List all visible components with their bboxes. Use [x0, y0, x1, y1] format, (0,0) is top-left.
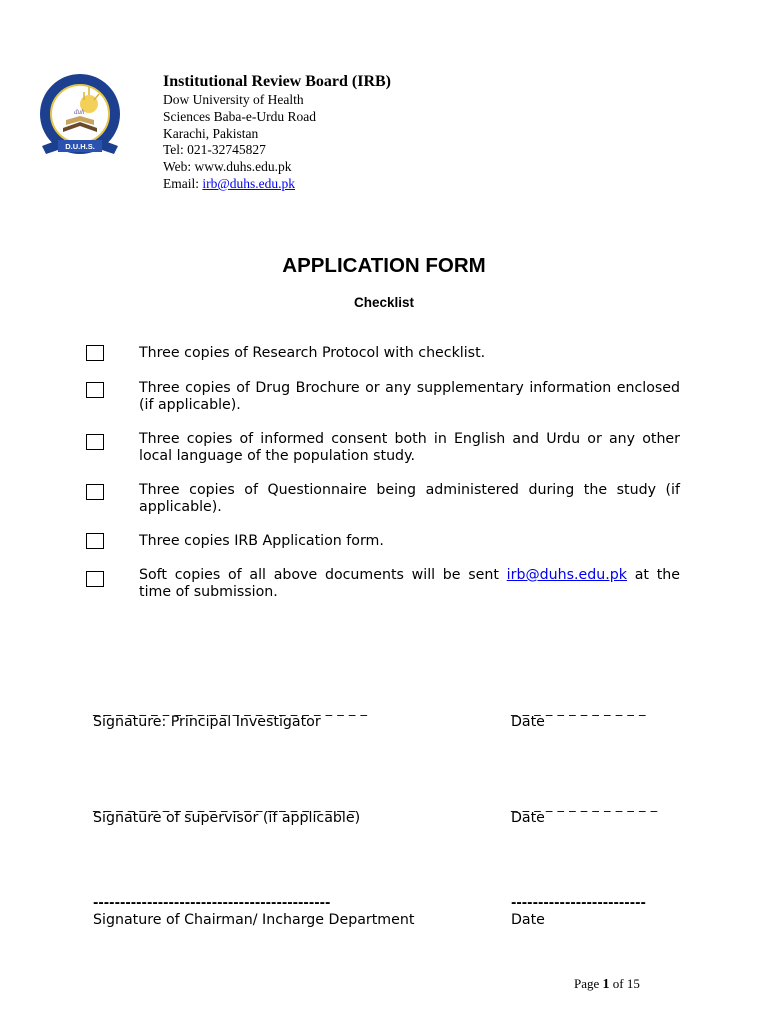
checkbox[interactable] [86, 484, 104, 500]
website: Web: www.duhs.edu.pk [163, 159, 292, 175]
page-number [574, 976, 640, 993]
pi-date-label: Date [511, 714, 545, 730]
page-prefix: Page [574, 976, 603, 991]
checklist-item-text: Three copies of Research Protocol with checklist. [139, 345, 486, 361]
irb-header [163, 72, 391, 193]
checkbox[interactable] [86, 434, 104, 450]
supervisor-signature-line: _ _ _ _ _ _ _ _ _ _ _ _ _ _ _ _ _ _ _ _ _ _ _ [93, 798, 356, 813]
address-line-2: Sciences Baba-e-Urdu Road [163, 108, 316, 124]
form-subtitle: Checklist [353, 295, 415, 310]
telephone: Tel: 021-32745827 [163, 142, 266, 158]
page-of: of [609, 976, 627, 991]
submission-email-link[interactable]: irb@duhs.edu.pk [506, 567, 627, 583]
checkbox[interactable] [86, 345, 104, 361]
checklist-item-text: Three copies of Drug Brochure or any supplementary information enclosed (if applicable). [139, 380, 680, 413]
checkbox[interactable] [86, 533, 104, 549]
page-current: 1 [602, 977, 610, 992]
submission-text-after: at the time of submission. [139, 567, 680, 600]
checkbox[interactable] [86, 382, 104, 398]
supervisor-signature-label: Signature of supervisor (if applicable) [93, 810, 361, 826]
org-name: Institutional Review Board (IRB) [163, 73, 392, 90]
pi-signature-label: Signature: Principal Investigator [93, 714, 321, 730]
chairman-signature-line: -------------------------------------------- [93, 896, 331, 911]
address-line-1: Dow University of Health [163, 92, 304, 107]
email-label: Email: [163, 175, 203, 191]
supervisor-date-label: Date [511, 810, 545, 826]
checklist-item-text: Three copies of Questionnaire being administered during the study (if applicable). [139, 482, 680, 515]
chairman-signature-label: Signature of Chairman/ Incharge Department [93, 912, 415, 928]
pi-date-line: _ _ _ _ _ _ _ _ _ _ _ _ [511, 702, 646, 717]
chairman-date-label: Date [511, 912, 545, 928]
duhs-logo [36, 70, 122, 170]
submission-text-before: Soft copies of all above documents will be sent [139, 567, 507, 583]
checklist-item-text [139, 567, 680, 601]
pi-signature-line: _ _ _ _ _ _ _ _ _ _ _ _ _ _ _ _ _ _ _ _ _ _ _ _ [93, 702, 368, 717]
chairman-date-line: ------------------------- [511, 896, 646, 911]
form-title: APPLICATION FORM [282, 254, 486, 277]
email-link[interactable]: irb@duhs.edu.pk [202, 175, 296, 191]
checklist-item-text: Three copies of informed consent both in English and Urdu or any other local language of the population study. [139, 431, 680, 464]
page-total: 15 [626, 976, 640, 991]
supervisor-date-line: _ _ _ _ _ _ _ _ _ _ _ _ _ [511, 798, 658, 813]
svg-text:D.U.H.S.: D.U.H.S. [65, 142, 95, 151]
checkbox[interactable] [86, 571, 104, 587]
address-line-3: Karachi, Pakistan [163, 125, 259, 141]
checklist-item-text: Three copies IRB Application form. [139, 533, 384, 549]
svg-text:duh: duh [74, 108, 85, 116]
email-line [163, 176, 391, 193]
